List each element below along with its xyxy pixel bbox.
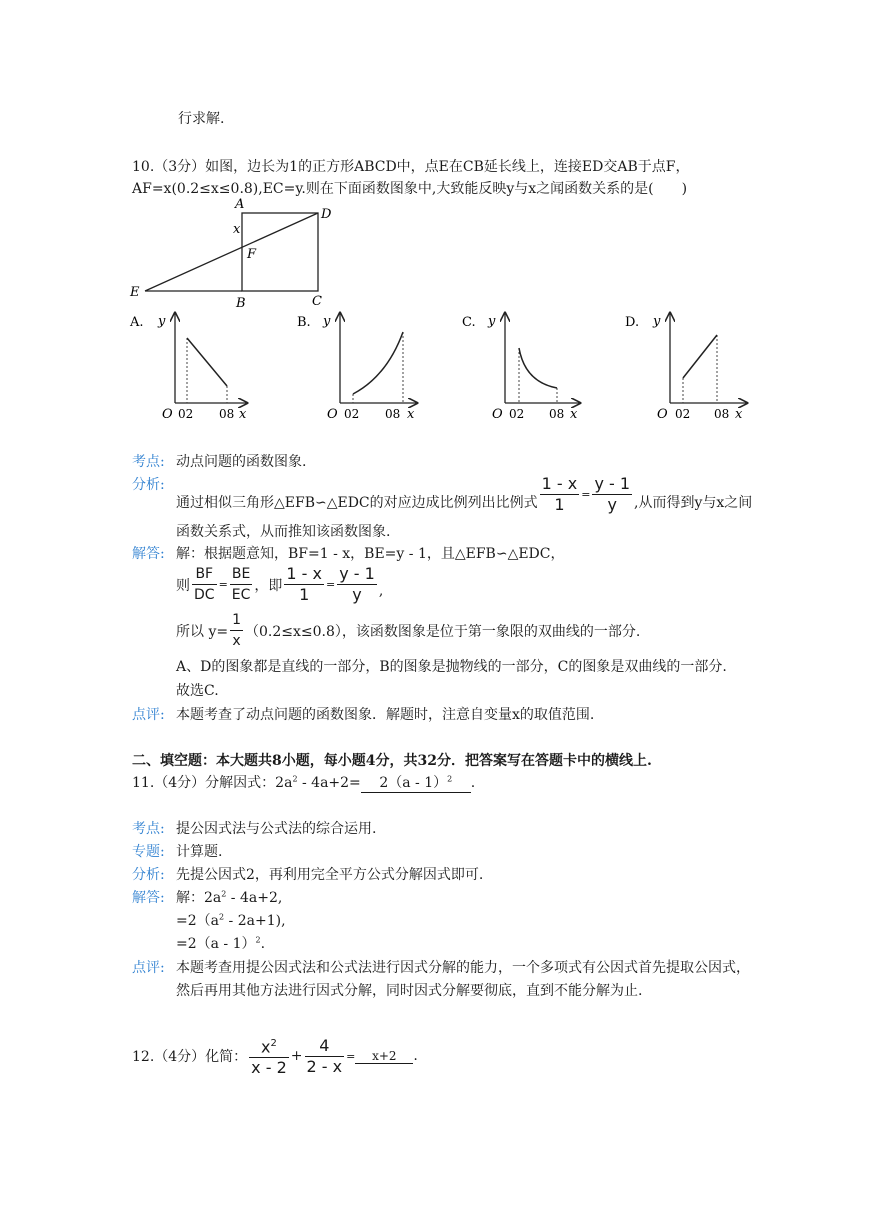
svg-text:y: y: [653, 314, 661, 329]
option-c-label: C.: [462, 315, 476, 330]
fenxi-line2: 函数关系式，从而推知该函数图象.: [176, 524, 391, 540]
jieda-line1: 解：根据题意知，BF=1 - x，BE=y - 1，且△EFB∽△EDC，: [176, 546, 565, 562]
svg-text:02: 02: [344, 407, 360, 421]
fenxi-label-11: 分析:: [132, 867, 165, 883]
svg-text:y: y: [488, 314, 496, 329]
kaodian-text: 动点问题的函数图象.: [176, 454, 307, 470]
graph-c: [487, 313, 580, 422]
label-a: A: [235, 197, 245, 212]
label-e: E: [130, 285, 140, 300]
fenxi-line1: 通过相似三角形△EFB∽△EDC的对应边成比例列出比例式 $\frac{1 - x}{1}$ = $\frac{y - 1}{y}$ ,从而得到y与x之间: [176, 474, 753, 514]
dianping-label-11: 点评:: [132, 960, 165, 976]
jieda-11-line3: =2（a - 1）$^2$.: [176, 935, 266, 952]
square-figure: [125, 195, 345, 310]
label-d: D: [321, 207, 332, 222]
svg-text:08: 08: [219, 407, 235, 421]
label-f: F: [247, 247, 257, 262]
jieda-line5: 故选C.: [176, 683, 219, 699]
svg-text:08: 08: [549, 407, 565, 421]
svg-text:x: x: [239, 407, 247, 422]
option-graphs: [125, 308, 765, 428]
graph-a: [157, 313, 247, 422]
svg-text:O: O: [327, 407, 338, 422]
jieda-line4: A、D的图象都是直线的一部分，B的图象是抛物线的一部分，C的图象是双曲线的一部分.: [176, 659, 727, 675]
kaodian-label: 考点:: [132, 454, 165, 470]
dianping-11-line1: 本题考查用提公因式法和公式法进行因式分解的能力，一个多项式有公因式首先提取公因式，: [176, 960, 750, 976]
option-b-label: B.: [297, 315, 311, 330]
svg-text:08: 08: [385, 407, 401, 421]
zhuanti-label: 专题:: [132, 844, 165, 860]
question-11: 11.（4分）分解因式：$2a^2 - 4a+2= 2(a - 1)^2$ .: [132, 772, 475, 793]
jieda-11-line2: $=2(a^2 - 2a+1)$,: [176, 912, 286, 929]
svg-text:02: 02: [509, 407, 525, 421]
section-2-title: 二、填空题：本大题共8小题，每小题4分，共32分．把答案写在答题卡中的横线上.: [132, 753, 652, 769]
svg-text:O: O: [492, 407, 503, 422]
svg-text:y: y: [158, 314, 166, 329]
jieda-line3: 所以 y= $\frac{1}{x}$ （0.2≤x≤0.8），该函数图象是位于第一象限的双曲线的一部分.: [176, 612, 641, 649]
label-x: x: [233, 222, 241, 237]
option-a-label: A.: [130, 315, 144, 330]
question-10-line1: 10.（3分）如图，边长为1的正方形ABCD中，点E在CB延长线上，连接ED交AB于点F，: [132, 159, 690, 175]
svg-text:O: O: [162, 407, 173, 422]
dianping-text: 本题考查了动点问题的函数图象．解题时，注意自变量x的取值范围.: [176, 707, 595, 723]
question-12: 12.（4分）化简： $\frac{x^2}{x - 2}$ + $\frac{4}{2 - x}$ = x+2 .: [132, 1035, 418, 1078]
fenxi-text-11: 先提公因式2，再利用完全平方公式分解因式即可.: [176, 867, 484, 883]
kaodian-text-11: 提公因式法与公式法的综合运用.: [176, 821, 377, 837]
svg-text:x: x: [735, 407, 743, 422]
svg-text:02: 02: [675, 407, 691, 421]
svg-text:x: x: [407, 407, 415, 422]
jieda-label: 解答:: [132, 546, 165, 562]
dianping-label: 点评:: [132, 707, 165, 723]
svg-text:y: y: [323, 314, 331, 329]
line-ed: [145, 213, 318, 291]
dianping-11-line2: 然后再用其他方法进行因式分解，同时因式分解要彻底，直到不能分解为止.: [176, 983, 643, 999]
continued-text: 行求解.: [178, 111, 225, 127]
svg-text:02: 02: [178, 407, 194, 421]
svg-text:08: 08: [714, 407, 730, 421]
jieda-label-11: 解答:: [132, 890, 165, 906]
graph-d: [652, 313, 747, 422]
jieda-11-line1: 解：$2a^2 - 4a+2$,: [176, 889, 283, 906]
fenxi-label: 分析:: [132, 477, 165, 493]
svg-text:O: O: [657, 407, 668, 422]
option-d-label: D.: [625, 315, 640, 330]
kaodian-label-11: 考点:: [132, 821, 165, 837]
label-c: C: [312, 294, 322, 309]
svg-text:x: x: [570, 407, 578, 422]
graph-b: [322, 313, 417, 422]
label-b: B: [236, 296, 246, 310]
zhuanti-text: 计算题.: [176, 844, 223, 860]
question-10-line2: AF=x(0.2≤x≤0.8),EC=y.则在下面函数图象中,大致能反映y与x之闻函数关系的是( ): [132, 181, 688, 197]
jieda-line2: 则 $\frac{BF}{DC}$ = $\frac{BE}{EC}$ ，即 $\frac{1 - x}{1}$ = $\frac{y - 1}{y}$ ,: [176, 564, 384, 604]
